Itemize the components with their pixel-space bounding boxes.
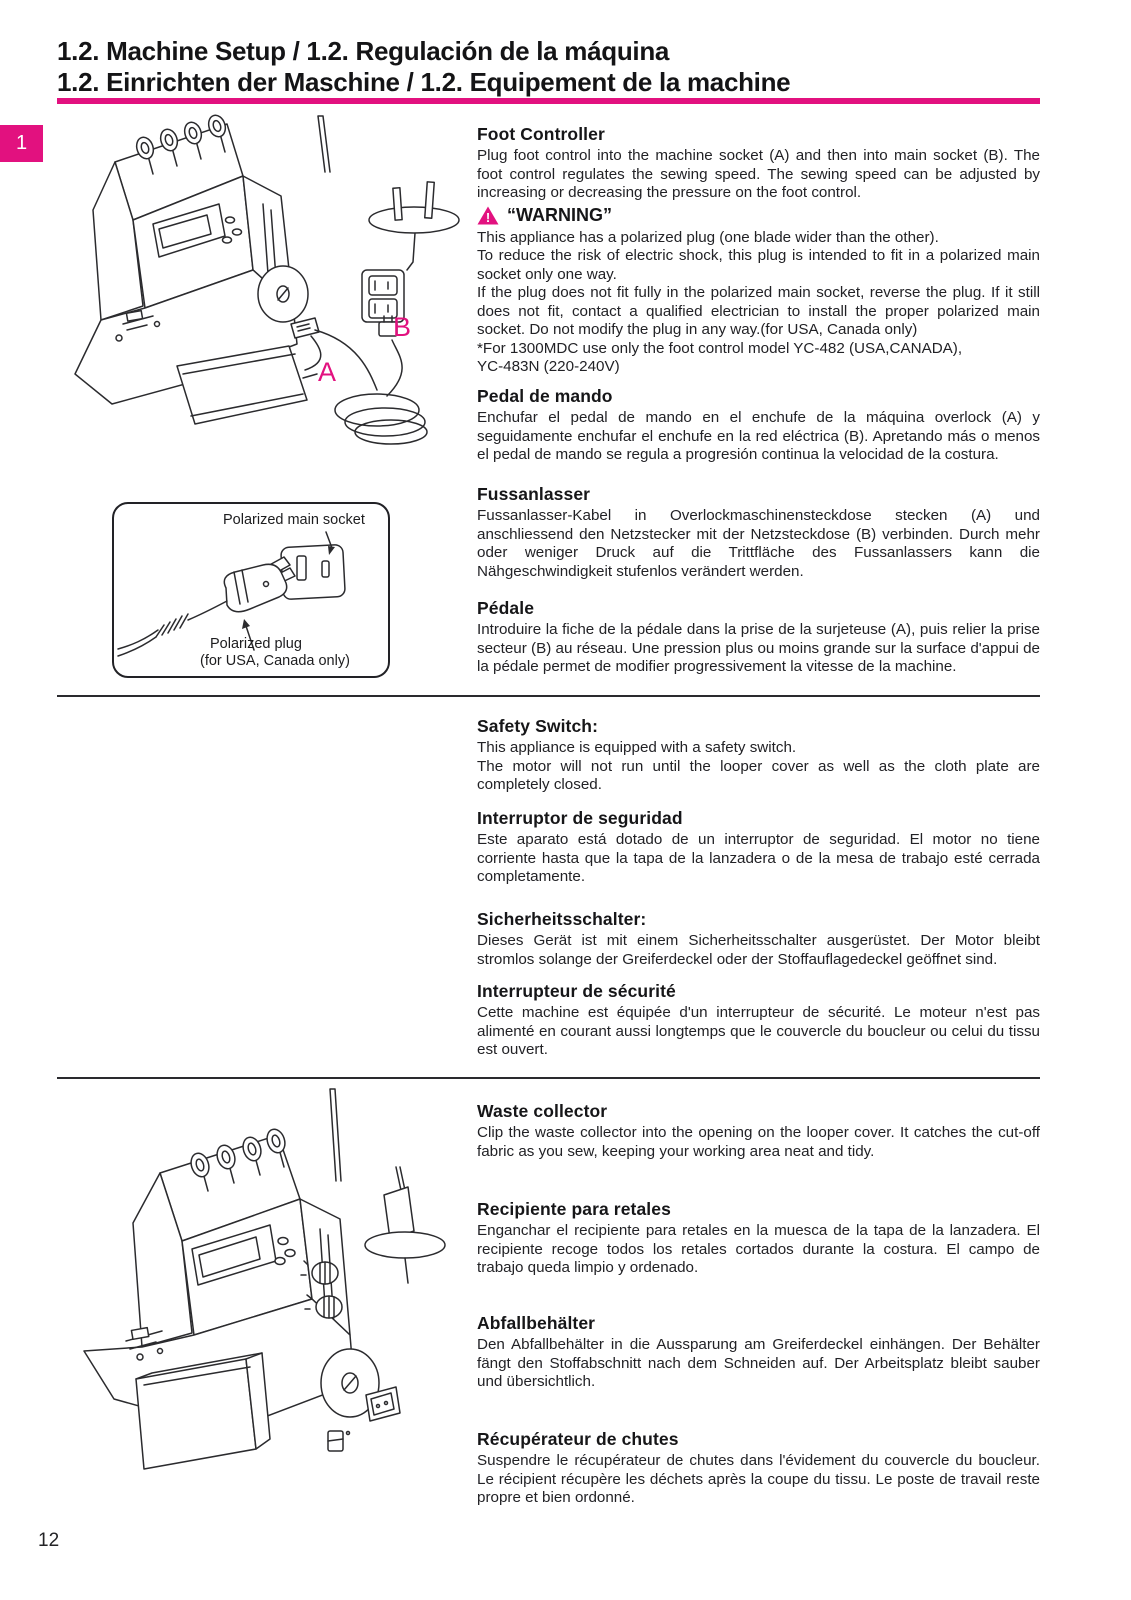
section-interruptor-seguridad xyxy=(477,808,1040,887)
figure-label-b: B xyxy=(393,312,412,342)
overlock-machine-waste-collector-illustration xyxy=(78,1083,478,1488)
page-number: 12 xyxy=(38,1530,60,1551)
body-paragraph: Introduire la fiche de la pédale dans la prise de la surjeteuse (A), puis relier la prise secteur (B) au réseau. Une pression plus ou moins grande sur la surface d'appui de la pédale permet de modifier progressivement la vitesse de la machine. xyxy=(477,621,1040,675)
body-paragraph: Enchufar el pedal de mando en el enchufe de la máquina overlock (A) y seguidamente enchufar el enchufe en la red eléctrica (B). Apretando más o menos el pedal de mando se regula a progresión continua la velocidad de la costura. xyxy=(477,409,1040,463)
warning-triangle-icon xyxy=(477,206,499,225)
body-paragraph: Fussanlasser-Kabel in Overlockmaschinensteckdose stecken (A) und anschliessend den Netzstecker mit der Netzsteckdose (B) verbinden. Durch mehr oder weniger Druck auf die Trittfläche des Fussanlassers kann die Nähgeschwindigkeit stufenlos verändert werden. xyxy=(477,507,1040,580)
section-pedale xyxy=(477,598,1040,677)
page-title xyxy=(57,36,1052,98)
section-sicherheitsschalter xyxy=(477,909,1040,969)
body-paragraph: Dieses Gerät ist mit einem Sicherheitsschalter ausgerüstet. Der Motor bleibt stromlos solange der Greiferdeckel oder der Stoffauflagedeckel geöffnet sind. xyxy=(477,932,1040,968)
section-heading: Interruptor de seguridad xyxy=(477,808,683,828)
section-fussanlasser xyxy=(477,484,1040,581)
body-paragraph: This appliance is equipped with a safety switch. xyxy=(477,739,797,756)
section-heading: Fussanlasser xyxy=(477,484,591,504)
section-heading: Sicherheitsschalter: xyxy=(477,909,647,929)
socket-label: Polarized main socket xyxy=(223,512,365,528)
section-recuperateur-chutes xyxy=(477,1429,1040,1508)
body-paragraph: Den Abfallbehälter in die Aussparung am Greiferdeckel einhängen. Der Behälter fängt den Stoffabschnitt nach dem Schneiden auf. Der Arbeitsplatz bleibt sauber und übersichtlich. xyxy=(477,1336,1040,1390)
section-pedal-de-mando xyxy=(477,386,1040,465)
body-paragraph: Suspendre le récupérateur de chutes dans l'évidement du couvercle du boucleur. Le récipient récupère les déchets après la coupe du tissu. Le poste de travail reste propre et bien ordonné. xyxy=(477,1452,1040,1506)
plug-note: (for USA, Canada only) xyxy=(200,653,350,669)
chapter-tab xyxy=(0,125,43,162)
chapter-tab-label: 1 xyxy=(15,132,28,154)
section-heading: Pédale xyxy=(477,598,535,618)
body-paragraph: Cette machine est équipée d'un interrupteur de sécurité. Le moteur n'est pas alimenté en courant aussi longtemps que le couvercle du boucleur ou celui du tissu est ouvert. xyxy=(477,1004,1040,1058)
section-heading: Récupérateur de chutes xyxy=(477,1429,679,1449)
body-paragraph: YC-483N (220-240V) xyxy=(477,358,620,375)
page-title-line2: 1.2. Einrichten der Maschine / 1.2. Equipement de la machine xyxy=(57,67,791,97)
body-paragraph: Este aparato está dotado de un interruptor de seguridad. El motor no tiene corriente hasta que la tapa de la lanzadera o de la mesa de trabajo esté cerrada completamente. xyxy=(477,831,1040,885)
title-accent-bar xyxy=(57,98,1040,104)
warning-label: “WARNING” xyxy=(507,204,612,225)
section-heading: Pedal de mando xyxy=(477,386,613,406)
section-safety-switch xyxy=(477,716,1040,795)
section-recipiente-retales xyxy=(477,1199,1040,1278)
body-paragraph: Plug foot control into the machine socket (A) and then into main socket (B). The foot control regulates the sewing speed. The sewing speed can be adjusted by increasing or decreasing the pressure on the foot control. xyxy=(477,147,1040,201)
body-paragraph: This appliance has a polarized plug (one blade wider than the other). xyxy=(477,228,939,246)
body-paragraph: Clip the waste collector into the opening on the looper cover. It catches the cut-off fabric as you sew, keeping your working area neat and tidy. xyxy=(477,1124,1040,1160)
body-paragraph: Enganchar el recipiente para retales en la muesca de la tapa de la lanzadera. El recipiente recoge todos los retales cortados durante la costura. El campo de trabajo queda limpio y ordenado. xyxy=(477,1222,1040,1276)
polarized-socket-callout-box xyxy=(112,502,390,678)
body-paragraph: *For 1300MDC use only the foot control model YC-482 (USA,CANADA), xyxy=(477,339,963,357)
figure-label-a: A xyxy=(318,357,337,387)
body-paragraph: The motor will not run until the looper cover as well as the cloth plate are completely closed. xyxy=(477,757,1040,793)
section-heading: Foot Controller xyxy=(477,124,605,144)
section-heading: Abfallbehälter xyxy=(477,1313,596,1333)
section-heading: Safety Switch: xyxy=(477,716,599,736)
section-abfallbehaelter xyxy=(477,1313,1040,1392)
warning-row xyxy=(477,204,1040,227)
section-heading: Recipiente para retales xyxy=(477,1199,671,1219)
section-foot-controller xyxy=(477,124,1040,377)
figure-waste-collector xyxy=(78,1083,478,1488)
plug-label: Polarized plug xyxy=(210,636,302,652)
section-heading: Waste collector xyxy=(477,1101,608,1121)
section-heading: Interrupteur de sécurité xyxy=(477,981,676,1001)
section-interrupteur-securite xyxy=(477,981,1040,1060)
svg-text:!: ! xyxy=(485,209,491,225)
overlock-machine-foot-pedal-illustration xyxy=(57,112,462,484)
section-divider xyxy=(57,695,1040,697)
section-waste-collector xyxy=(477,1101,1040,1161)
page-title-line1: 1.2. Machine Setup / 1.2. Regulación de la máquina xyxy=(57,36,670,66)
body-paragraph: To reduce the risk of electric shock, this plug is intended to fit in a polarized main socket only one way. xyxy=(477,247,1040,283)
body-paragraph: If the plug does not fit fully in the polarized main socket, reverse the plug. If it still does not fit, contact a qualified electrician to install the proper polarized main socket. Do not modify the plug in any way.(for USA, Canada only) xyxy=(477,284,1040,338)
section-divider xyxy=(57,1077,1040,1079)
figure-foot-controller xyxy=(57,112,462,484)
